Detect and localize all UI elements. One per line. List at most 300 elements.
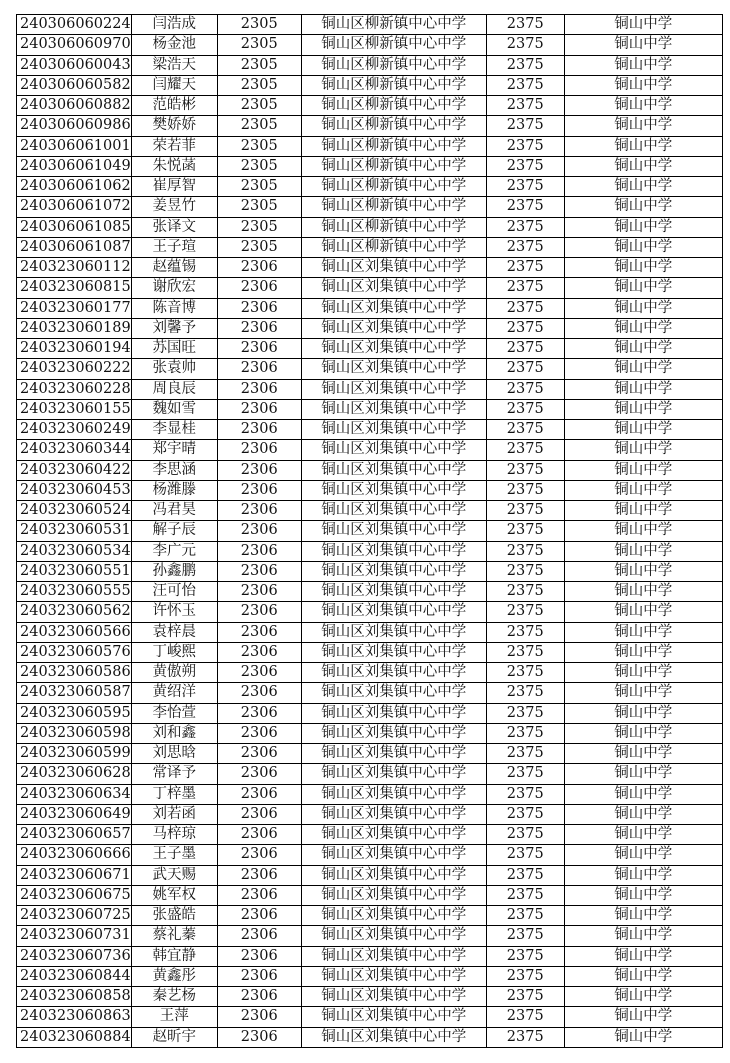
school-code-cell: 2305	[217, 55, 301, 75]
school-code-cell: 2306	[217, 440, 301, 460]
school-code-cell: 2306	[217, 521, 301, 541]
school-code-cell: 2306	[217, 622, 301, 642]
target-code-cell: 2375	[486, 177, 564, 197]
exam-id-cell: 240323060586	[17, 663, 132, 683]
middle-school-cell: 铜山区柳新镇中心中学	[301, 35, 486, 55]
middle-school-cell: 铜山区刘集镇中心中学	[301, 1027, 486, 1047]
target-school-cell: 铜山中学	[564, 663, 722, 683]
exam-id-cell: 240323060858	[17, 987, 132, 1007]
target-school-cell: 铜山中学	[564, 582, 722, 602]
target-code-cell: 2375	[486, 1027, 564, 1047]
target-school-cell: 铜山中学	[564, 744, 722, 764]
target-code-cell: 2375	[486, 865, 564, 885]
student-name-cell: 崔厚智	[131, 177, 217, 197]
school-code-cell: 2305	[217, 15, 301, 35]
exam-id-cell: 240323060666	[17, 845, 132, 865]
target-code-cell: 2375	[486, 602, 564, 622]
exam-id-cell: 240323060194	[17, 339, 132, 359]
exam-id-cell: 240306060043	[17, 55, 132, 75]
target-school-cell: 铜山中学	[564, 501, 722, 521]
target-code-cell: 2375	[486, 744, 564, 764]
middle-school-cell: 铜山区刘集镇中心中学	[301, 966, 486, 986]
target-code-cell: 2375	[486, 217, 564, 237]
school-code-cell: 2306	[217, 1007, 301, 1027]
exam-id-cell: 240323060671	[17, 865, 132, 885]
target-school-cell: 铜山中学	[564, 197, 722, 217]
target-code-cell: 2375	[486, 541, 564, 561]
exam-id-cell: 240323060422	[17, 460, 132, 480]
table-row	[17, 399, 723, 419]
target-code-cell: 2375	[486, 703, 564, 723]
table-row	[17, 642, 723, 662]
target-school-cell: 铜山中学	[564, 683, 722, 703]
exam-id-cell: 240306060882	[17, 96, 132, 116]
target-school-cell: 铜山中学	[564, 480, 722, 500]
student-name-cell: 李思涵	[131, 460, 217, 480]
middle-school-cell: 铜山区刘集镇中心中学	[301, 379, 486, 399]
middle-school-cell: 铜山区刘集镇中心中学	[301, 865, 486, 885]
target-school-cell: 铜山中学	[564, 723, 722, 743]
admission-table-body	[17, 15, 723, 1048]
student-name-cell: 王子瑄	[131, 237, 217, 257]
target-code-cell: 2375	[486, 35, 564, 55]
student-name-cell: 赵蕴锡	[131, 258, 217, 278]
exam-id-cell: 240323060177	[17, 298, 132, 318]
target-school-cell: 铜山中学	[564, 136, 722, 156]
middle-school-cell: 铜山区刘集镇中心中学	[301, 663, 486, 683]
exam-id-cell: 240323060634	[17, 784, 132, 804]
table-row	[17, 966, 723, 986]
student-name-cell: 范皓彬	[131, 96, 217, 116]
target-school-cell: 铜山中学	[564, 420, 722, 440]
exam-id-cell: 240323060155	[17, 399, 132, 419]
school-code-cell: 2306	[217, 480, 301, 500]
target-code-cell: 2375	[486, 480, 564, 500]
school-code-cell: 2305	[217, 177, 301, 197]
school-code-cell: 2306	[217, 420, 301, 440]
exam-id-cell: 240323060249	[17, 420, 132, 440]
middle-school-cell: 铜山区刘集镇中心中学	[301, 298, 486, 318]
exam-id-cell: 240323060112	[17, 258, 132, 278]
school-code-cell: 2306	[217, 744, 301, 764]
table-row	[17, 926, 723, 946]
school-code-cell: 2305	[217, 156, 301, 176]
table-row	[17, 1027, 723, 1047]
target-code-cell: 2375	[486, 136, 564, 156]
exam-id-cell: 240306061062	[17, 177, 132, 197]
exam-id-cell: 240323060555	[17, 582, 132, 602]
target-code-cell: 2375	[486, 804, 564, 824]
exam-id-cell: 240306061085	[17, 217, 132, 237]
target-code-cell: 2375	[486, 683, 564, 703]
target-school-cell: 铜山中学	[564, 865, 722, 885]
exam-id-cell: 240323060884	[17, 1027, 132, 1047]
target-school-cell: 铜山中学	[564, 96, 722, 116]
target-school-cell: 铜山中学	[564, 177, 722, 197]
school-code-cell: 2306	[217, 318, 301, 338]
target-code-cell: 2375	[486, 75, 564, 95]
student-name-cell: 冯君昊	[131, 501, 217, 521]
student-name-cell: 姚军权	[131, 885, 217, 905]
exam-id-cell: 240306061072	[17, 197, 132, 217]
table-row	[17, 744, 723, 764]
table-row	[17, 96, 723, 116]
target-school-cell: 铜山中学	[564, 804, 722, 824]
target-school-cell: 铜山中学	[564, 278, 722, 298]
school-code-cell: 2306	[217, 784, 301, 804]
target-school-cell: 铜山中学	[564, 521, 722, 541]
table-row	[17, 339, 723, 359]
target-code-cell: 2375	[486, 1007, 564, 1027]
target-code-cell: 2375	[486, 966, 564, 986]
student-name-cell: 刘馨予	[131, 318, 217, 338]
middle-school-cell: 铜山区柳新镇中心中学	[301, 15, 486, 35]
target-code-cell: 2375	[486, 237, 564, 257]
target-code-cell: 2375	[486, 379, 564, 399]
target-school-cell: 铜山中学	[564, 906, 722, 926]
school-code-cell: 2305	[217, 197, 301, 217]
exam-id-cell: 240323060222	[17, 359, 132, 379]
school-code-cell: 2306	[217, 663, 301, 683]
middle-school-cell: 铜山区柳新镇中心中学	[301, 197, 486, 217]
table-row	[17, 622, 723, 642]
middle-school-cell: 铜山区刘集镇中心中学	[301, 885, 486, 905]
student-name-cell: 黄傲朔	[131, 663, 217, 683]
target-school-cell: 铜山中学	[564, 1027, 722, 1047]
table-row	[17, 278, 723, 298]
target-code-cell: 2375	[486, 845, 564, 865]
target-code-cell: 2375	[486, 663, 564, 683]
middle-school-cell: 铜山区刘集镇中心中学	[301, 602, 486, 622]
table-row	[17, 845, 723, 865]
exam-id-cell: 240323060551	[17, 561, 132, 581]
school-code-cell: 2306	[217, 825, 301, 845]
school-code-cell: 2306	[217, 359, 301, 379]
student-name-cell: 秦艺杨	[131, 987, 217, 1007]
admission-table	[16, 14, 723, 1048]
target-code-cell: 2375	[486, 906, 564, 926]
middle-school-cell: 铜山区刘集镇中心中学	[301, 906, 486, 926]
target-code-cell: 2375	[486, 15, 564, 35]
school-code-cell: 2306	[217, 379, 301, 399]
middle-school-cell: 铜山区刘集镇中心中学	[301, 784, 486, 804]
target-code-cell: 2375	[486, 622, 564, 642]
table-row	[17, 318, 723, 338]
student-name-cell: 闫耀天	[131, 75, 217, 95]
middle-school-cell: 铜山区刘集镇中心中学	[301, 339, 486, 359]
table-row	[17, 480, 723, 500]
student-name-cell: 郑宇晴	[131, 440, 217, 460]
student-name-cell: 李广元	[131, 541, 217, 561]
target-school-cell: 铜山中学	[564, 359, 722, 379]
target-code-cell: 2375	[486, 156, 564, 176]
student-name-cell: 苏国旺	[131, 339, 217, 359]
table-row	[17, 197, 723, 217]
table-row	[17, 663, 723, 683]
middle-school-cell: 铜山区刘集镇中心中学	[301, 744, 486, 764]
table-row	[17, 906, 723, 926]
target-school-cell: 铜山中学	[564, 379, 722, 399]
middle-school-cell: 铜山区柳新镇中心中学	[301, 75, 486, 95]
exam-id-cell: 240323060531	[17, 521, 132, 541]
middle-school-cell: 铜山区刘集镇中心中学	[301, 622, 486, 642]
exam-id-cell: 240323060657	[17, 825, 132, 845]
exam-id-cell: 240323060576	[17, 642, 132, 662]
table-row	[17, 885, 723, 905]
exam-id-cell: 240323060189	[17, 318, 132, 338]
student-name-cell: 梁浩天	[131, 55, 217, 75]
target-code-cell: 2375	[486, 339, 564, 359]
school-code-cell: 2306	[217, 946, 301, 966]
target-code-cell: 2375	[486, 946, 564, 966]
middle-school-cell: 铜山区柳新镇中心中学	[301, 55, 486, 75]
school-code-cell: 2306	[217, 926, 301, 946]
student-name-cell: 许怀玉	[131, 602, 217, 622]
target-school-cell: 铜山中学	[564, 764, 722, 784]
student-name-cell: 赵昕宇	[131, 1027, 217, 1047]
school-code-cell: 2306	[217, 541, 301, 561]
target-code-cell: 2375	[486, 987, 564, 1007]
target-code-cell: 2375	[486, 399, 564, 419]
student-name-cell: 闫浩成	[131, 15, 217, 35]
target-school-cell: 铜山中学	[564, 258, 722, 278]
table-row	[17, 582, 723, 602]
middle-school-cell: 铜山区柳新镇中心中学	[301, 217, 486, 237]
student-name-cell: 黄鑫彤	[131, 966, 217, 986]
student-name-cell: 刘若函	[131, 804, 217, 824]
table-row	[17, 764, 723, 784]
table-row	[17, 1007, 723, 1027]
target-code-cell: 2375	[486, 501, 564, 521]
middle-school-cell: 铜山区刘集镇中心中学	[301, 683, 486, 703]
exam-id-cell: 240323060863	[17, 1007, 132, 1027]
target-school-cell: 铜山中学	[564, 298, 722, 318]
school-code-cell: 2306	[217, 764, 301, 784]
target-school-cell: 铜山中学	[564, 35, 722, 55]
middle-school-cell: 铜山区刘集镇中心中学	[301, 946, 486, 966]
target-code-cell: 2375	[486, 96, 564, 116]
table-row	[17, 825, 723, 845]
target-school-cell: 铜山中学	[564, 602, 722, 622]
table-row	[17, 460, 723, 480]
exam-id-cell: 240323060844	[17, 966, 132, 986]
middle-school-cell: 铜山区刘集镇中心中学	[301, 278, 486, 298]
table-row	[17, 703, 723, 723]
student-name-cell: 周良辰	[131, 379, 217, 399]
school-code-cell: 2306	[217, 845, 301, 865]
target-school-cell: 铜山中学	[564, 784, 722, 804]
student-name-cell: 杨金池	[131, 35, 217, 55]
target-code-cell: 2375	[486, 784, 564, 804]
table-row	[17, 136, 723, 156]
table-row	[17, 602, 723, 622]
table-row	[17, 35, 723, 55]
target-code-cell: 2375	[486, 561, 564, 581]
table-row	[17, 217, 723, 237]
middle-school-cell: 铜山区柳新镇中心中学	[301, 177, 486, 197]
exam-id-cell: 240323060534	[17, 541, 132, 561]
school-code-cell: 2306	[217, 561, 301, 581]
student-name-cell: 王萍	[131, 1007, 217, 1027]
target-school-cell: 铜山中学	[564, 541, 722, 561]
exam-id-cell: 240306061001	[17, 136, 132, 156]
student-name-cell: 解子辰	[131, 521, 217, 541]
middle-school-cell: 铜山区刘集镇中心中学	[301, 399, 486, 419]
student-name-cell: 孙鑫鹏	[131, 561, 217, 581]
student-name-cell: 张译文	[131, 217, 217, 237]
middle-school-cell: 铜山区刘集镇中心中学	[301, 642, 486, 662]
exam-id-cell: 240323060736	[17, 946, 132, 966]
exam-id-cell: 240323060587	[17, 683, 132, 703]
exam-id-cell: 240323060595	[17, 703, 132, 723]
middle-school-cell: 铜山区刘集镇中心中学	[301, 420, 486, 440]
table-row	[17, 784, 723, 804]
student-name-cell: 马梓琼	[131, 825, 217, 845]
student-name-cell: 李怡萱	[131, 703, 217, 723]
student-name-cell: 丁峻熙	[131, 642, 217, 662]
target-school-cell: 铜山中学	[564, 55, 722, 75]
table-row	[17, 521, 723, 541]
target-code-cell: 2375	[486, 460, 564, 480]
target-code-cell: 2375	[486, 298, 564, 318]
middle-school-cell: 铜山区刘集镇中心中学	[301, 987, 486, 1007]
table-row	[17, 116, 723, 136]
student-name-cell: 魏如雪	[131, 399, 217, 419]
middle-school-cell: 铜山区柳新镇中心中学	[301, 156, 486, 176]
student-name-cell: 韩宜静	[131, 946, 217, 966]
school-code-cell: 2306	[217, 460, 301, 480]
target-school-cell: 铜山中学	[564, 237, 722, 257]
student-name-cell: 樊娇娇	[131, 116, 217, 136]
target-code-cell: 2375	[486, 55, 564, 75]
table-row	[17, 258, 723, 278]
table-row	[17, 541, 723, 561]
school-code-cell: 2306	[217, 399, 301, 419]
middle-school-cell: 铜山区刘集镇中心中学	[301, 1007, 486, 1027]
middle-school-cell: 铜山区刘集镇中心中学	[301, 541, 486, 561]
school-code-cell: 2306	[217, 501, 301, 521]
target-school-cell: 铜山中学	[564, 217, 722, 237]
target-school-cell: 铜山中学	[564, 339, 722, 359]
table-row	[17, 15, 723, 35]
target-code-cell: 2375	[486, 642, 564, 662]
exam-id-cell: 240323060453	[17, 480, 132, 500]
student-name-cell: 丁梓墨	[131, 784, 217, 804]
target-school-cell: 铜山中学	[564, 966, 722, 986]
target-code-cell: 2375	[486, 582, 564, 602]
exam-id-cell: 240323060725	[17, 906, 132, 926]
middle-school-cell: 铜山区刘集镇中心中学	[301, 440, 486, 460]
middle-school-cell: 铜山区刘集镇中心中学	[301, 561, 486, 581]
table-row	[17, 420, 723, 440]
student-name-cell: 常译予	[131, 764, 217, 784]
school-code-cell: 2305	[217, 237, 301, 257]
school-code-cell: 2305	[217, 75, 301, 95]
exam-id-cell: 240306060970	[17, 35, 132, 55]
target-school-cell: 铜山中学	[564, 825, 722, 845]
middle-school-cell: 铜山区刘集镇中心中学	[301, 501, 486, 521]
middle-school-cell: 铜山区刘集镇中心中学	[301, 521, 486, 541]
target-school-cell: 铜山中学	[564, 399, 722, 419]
table-row	[17, 75, 723, 95]
exam-id-cell: 240306061049	[17, 156, 132, 176]
exam-id-cell: 240323060675	[17, 885, 132, 905]
target-school-cell: 铜山中学	[564, 642, 722, 662]
school-code-cell: 2306	[217, 642, 301, 662]
school-code-cell: 2305	[217, 96, 301, 116]
student-name-cell: 刘思晗	[131, 744, 217, 764]
exam-id-cell: 240306060986	[17, 116, 132, 136]
target-school-cell: 铜山中学	[564, 885, 722, 905]
table-row	[17, 177, 723, 197]
school-code-cell: 2306	[217, 987, 301, 1007]
target-code-cell: 2375	[486, 440, 564, 460]
target-code-cell: 2375	[486, 420, 564, 440]
middle-school-cell: 铜山区柳新镇中心中学	[301, 237, 486, 257]
school-code-cell: 2306	[217, 966, 301, 986]
student-name-cell: 蔡礼蓁	[131, 926, 217, 946]
exam-id-cell: 240323060815	[17, 278, 132, 298]
table-row	[17, 501, 723, 521]
table-row	[17, 55, 723, 75]
target-school-cell: 铜山中学	[564, 845, 722, 865]
table-row	[17, 237, 723, 257]
student-name-cell: 陈音博	[131, 298, 217, 318]
target-code-cell: 2375	[486, 764, 564, 784]
exam-id-cell: 240323060562	[17, 602, 132, 622]
school-code-cell: 2306	[217, 258, 301, 278]
exam-id-cell: 240323060344	[17, 440, 132, 460]
target-school-cell: 铜山中学	[564, 622, 722, 642]
middle-school-cell: 铜山区刘集镇中心中学	[301, 318, 486, 338]
target-school-cell: 铜山中学	[564, 460, 722, 480]
exam-id-cell: 240323060628	[17, 764, 132, 784]
school-code-cell: 2306	[217, 339, 301, 359]
target-school-cell: 铜山中学	[564, 15, 722, 35]
school-code-cell: 2306	[217, 723, 301, 743]
student-name-cell: 张盛皓	[131, 906, 217, 926]
school-code-cell: 2306	[217, 804, 301, 824]
school-code-cell: 2305	[217, 217, 301, 237]
middle-school-cell: 铜山区刘集镇中心中学	[301, 258, 486, 278]
table-row	[17, 359, 723, 379]
student-name-cell: 谢欣宏	[131, 278, 217, 298]
exam-id-cell: 240323060524	[17, 501, 132, 521]
middle-school-cell: 铜山区刘集镇中心中学	[301, 926, 486, 946]
middle-school-cell: 铜山区刘集镇中心中学	[301, 723, 486, 743]
student-name-cell: 袁梓晨	[131, 622, 217, 642]
target-code-cell: 2375	[486, 885, 564, 905]
exam-id-cell: 240323060566	[17, 622, 132, 642]
target-school-cell: 铜山中学	[564, 318, 722, 338]
target-school-cell: 铜山中学	[564, 926, 722, 946]
table-row	[17, 440, 723, 460]
target-school-cell: 铜山中学	[564, 1007, 722, 1027]
target-school-cell: 铜山中学	[564, 561, 722, 581]
target-school-cell: 铜山中学	[564, 987, 722, 1007]
target-code-cell: 2375	[486, 521, 564, 541]
exam-id-cell: 240323060598	[17, 723, 132, 743]
exam-id-cell: 240306060582	[17, 75, 132, 95]
target-school-cell: 铜山中学	[564, 946, 722, 966]
school-code-cell: 2306	[217, 1027, 301, 1047]
student-name-cell: 李显桂	[131, 420, 217, 440]
school-code-cell: 2306	[217, 703, 301, 723]
school-code-cell: 2306	[217, 885, 301, 905]
table-row	[17, 298, 723, 318]
middle-school-cell: 铜山区柳新镇中心中学	[301, 136, 486, 156]
school-code-cell: 2306	[217, 582, 301, 602]
